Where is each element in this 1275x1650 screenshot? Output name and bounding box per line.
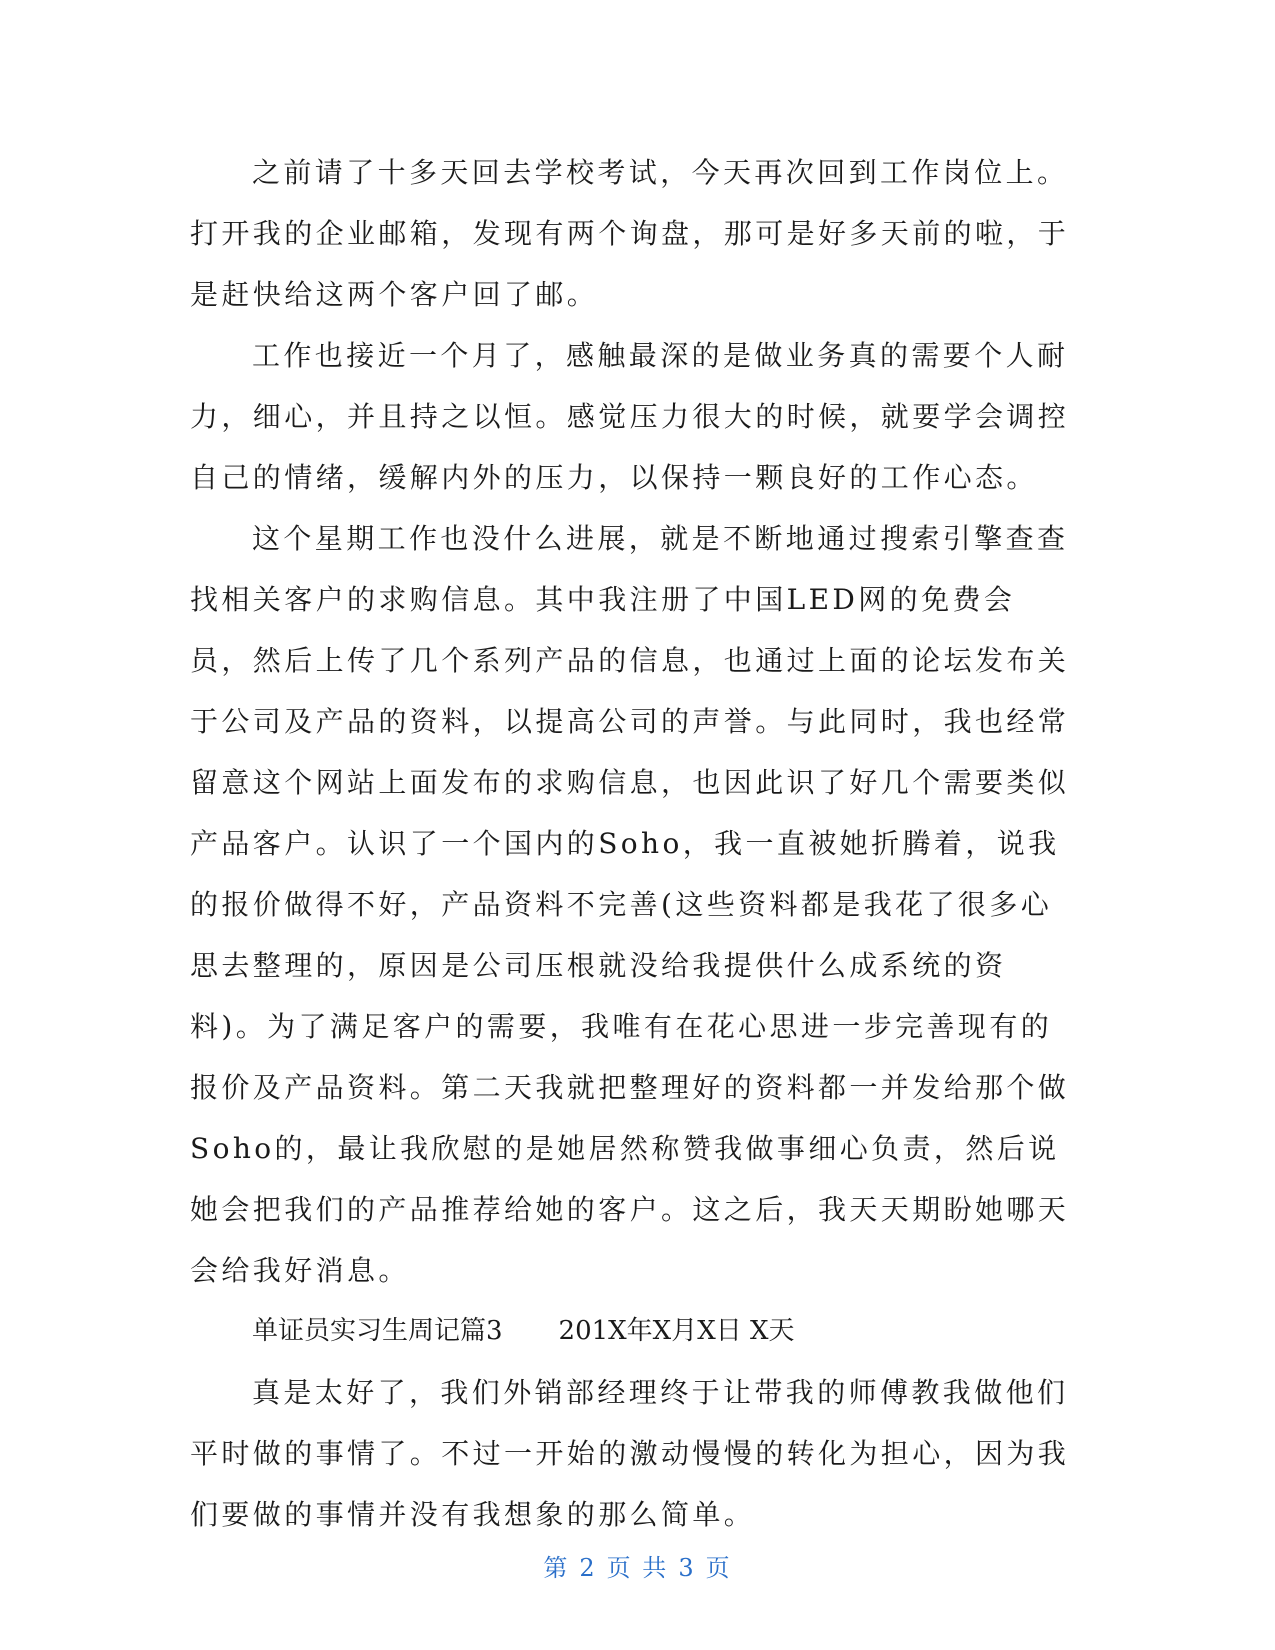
paragraph-new-tasks: 真是太好了，我们外销部经理终于让带我的师傅教我做他们平时做的事情了。不过一开始的激动慢慢的转化为担心，因为我们要做的事情并没有我想象的那么简单。	[190, 1376, 1070, 1531]
paragraph-work-reflection: 工作也接近一个月了，感触最深的是做业务真的需要个人耐力，细心，并且持之以恒。感觉压力很大的时候，就要学会调控自己的情绪，缓解内外的压力，以保持一颗良好的工作心态。	[190, 339, 1070, 494]
page-footer	[0, 1548, 1275, 1583]
footer-prefix: 第	[543, 1554, 570, 1582]
footer-suffix: 页	[705, 1554, 732, 1582]
paragraph-week-progress: 这个星期工作也没什么进展，就是不断地通过搜索引擎查查找相关客户的求购信息。其中我注册了中国LED网的免费会员，然后上传了几个系列产品的信息，也通过上面的论坛发布关于公司及产品的资料，以提高公司的声誉。与此同时，我也经常留意这个网站上面发布的求购信息，也因此识了好几个需要类似产品客户。认识了一个国内的Soho，我一直被她折腾着，说我的报价做得不好，产品资料不完善(这些资料都是我花了很多心思去整理的，原因是公司压根就没给我提供什么成系统的资料)。为了满足客户的需要，我唯有在花心思进一步完善现有的报价及产品资料。第二天我就把整理好的资料都一并发给那个做Soho的，最让我欣慰的是她居然称赞我做事细心负责，然后说她会把我们的产品推荐给她的客户。这之后，我天天期盼她哪天会给我好消息。	[190, 522, 1070, 1287]
footer-middle: 页 共	[606, 1554, 669, 1582]
section-heading	[190, 1301, 1070, 1362]
section-heading-title: 单证员实习生周记篇3	[252, 1316, 503, 1346]
document-body	[190, 142, 1070, 1545]
paragraph-return-to-work: 之前请了十多天回去学校考试，今天再次回到工作岗位上。打开我的企业邮箱，发现有两个询盘，那可是好多天前的啦，于是赶快给这两个客户回了邮。	[190, 156, 1070, 311]
footer-page-number: 2	[579, 1554, 597, 1582]
section-heading-date: 201X年X月X日 X天	[558, 1316, 795, 1346]
footer-total-pages: 3	[678, 1554, 696, 1582]
